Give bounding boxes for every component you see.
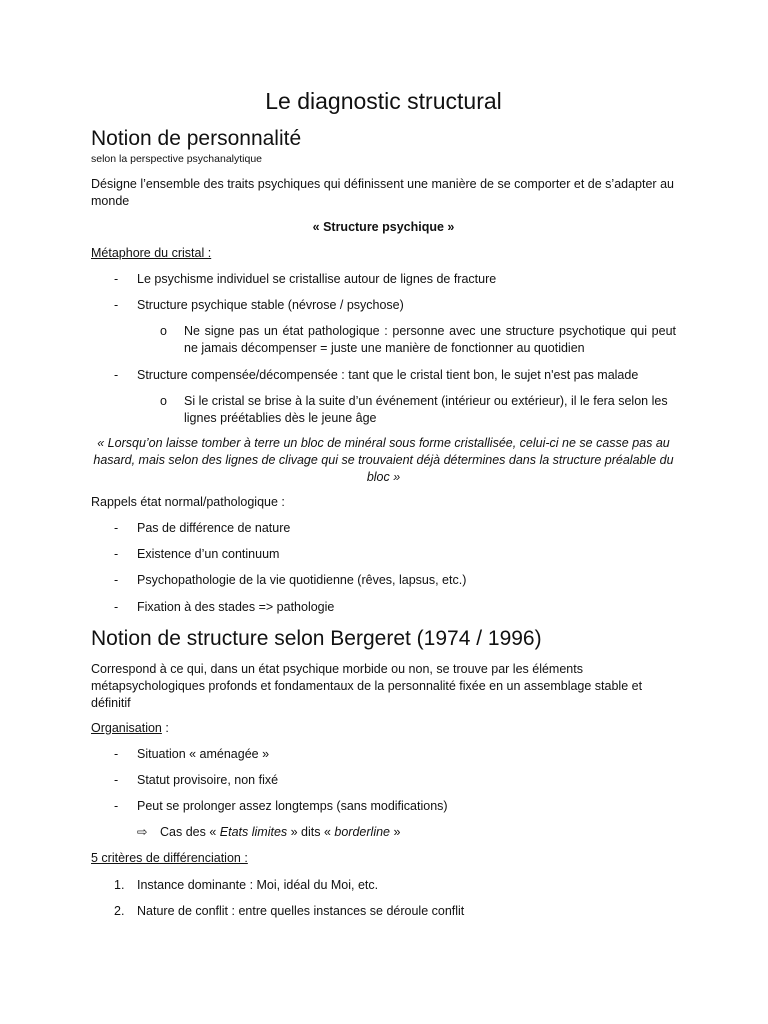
section-heading-personnalite: Notion de personnalité [91, 127, 302, 150]
case-prefix: Cas des « [160, 825, 220, 839]
list-item: Situation « aménagée » [137, 747, 270, 761]
sub-list-item: Si le cristal se brise à la suite d’un événement (intérieur ou extérieur), il le fera selon les lignes préétablies dès le jeune âge [184, 394, 668, 425]
list-dash: - [114, 272, 119, 286]
section-heading-bergeret: Notion de structure selon Bergeret (1974 / 1996) [91, 627, 542, 650]
criteria-item: Nature de conflit : entre quelles instances se déroule conflit [137, 904, 465, 918]
list-item: Existence d’un continuum [137, 547, 280, 561]
list-dash: - [114, 521, 119, 535]
definition-paragraph: Désigne l’ensemble des traits psychiques qui définissent une manière de se comporter et de s’adapter au monde [91, 177, 674, 208]
borderline-case [160, 824, 676, 841]
case-mid: » dits « [287, 825, 335, 839]
sub-bullet: o [160, 394, 167, 408]
list-dash: - [114, 298, 119, 312]
organisation-title [91, 720, 676, 737]
case-end: » [390, 825, 401, 839]
sub-list-item: Ne signe pas un état pathologique : personne avec une structure psychotique qui peut ne jamais décompenser = juste une manière de fonctionner au quotidien [184, 324, 676, 355]
metaphor-title: Métaphore du cristal : [91, 246, 212, 260]
section-subheading: selon la perspective psychanalytique [91, 153, 263, 165]
sub-bullet: o [160, 324, 167, 338]
list-dash: - [114, 573, 119, 587]
list-dash: - [114, 799, 119, 813]
organisation-title-text: Organisation [91, 721, 162, 735]
criteria-number: 1. [114, 878, 125, 892]
organisation-colon: : [161, 721, 169, 735]
structure-definition: Correspond à ce qui, dans un état psychique morbide ou non, se trouve par les éléments métapsychologiques profonds et fondamentaux de la personnalité fixée en un assemblage stable et définitif [91, 662, 643, 710]
list-dash: - [114, 600, 119, 614]
document-title: Le diagnostic structural [265, 88, 502, 114]
list-item: Structure psychique stable (névrose / psychose) [137, 298, 404, 312]
crystal-quote: « Lorsqu’on laisse tomber à terre un bloc de minéral sous forme cristallisée, celui-ci ne se casse pas au hasard, mais selon des lignes de clivage qui se trouvaient déjà détermines dans la structure préalable du bloc » [93, 436, 674, 484]
list-dash: - [114, 773, 119, 787]
list-item: Le psychisme individuel se cristallise autour de lignes de fracture [137, 272, 497, 286]
criteria-item: Instance dominante : Moi, idéal du Moi, etc. [137, 878, 379, 892]
list-item: Pas de différence de nature [137, 521, 291, 535]
case-borderline: borderline [334, 825, 390, 839]
list-dash: - [114, 747, 119, 761]
list-item: Peut se prolonger assez longtemps (sans modifications) [137, 799, 448, 813]
list-item: Statut provisoire, non fixé [137, 773, 279, 787]
reminders-title: Rappels état normal/pathologique : [91, 495, 285, 509]
case-etats-limites: Etats limites [219, 825, 288, 839]
criteria-number: 2. [114, 904, 125, 918]
list-item: Fixation à des stades => pathologie [137, 600, 335, 614]
list-dash: - [114, 368, 119, 382]
criteria-title: 5 critères de différenciation : [91, 851, 248, 865]
list-dash: - [114, 547, 119, 561]
list-item: Structure compensée/décompensée : tant que le cristal tient bon, le sujet n'est pas malade [137, 368, 639, 382]
list-item: Psychopathologie de la vie quotidienne (rêves, lapsus, etc.) [137, 573, 467, 587]
structure-label: « Structure psychique » [312, 220, 455, 234]
arrow-icon: ⇨ [137, 825, 148, 839]
